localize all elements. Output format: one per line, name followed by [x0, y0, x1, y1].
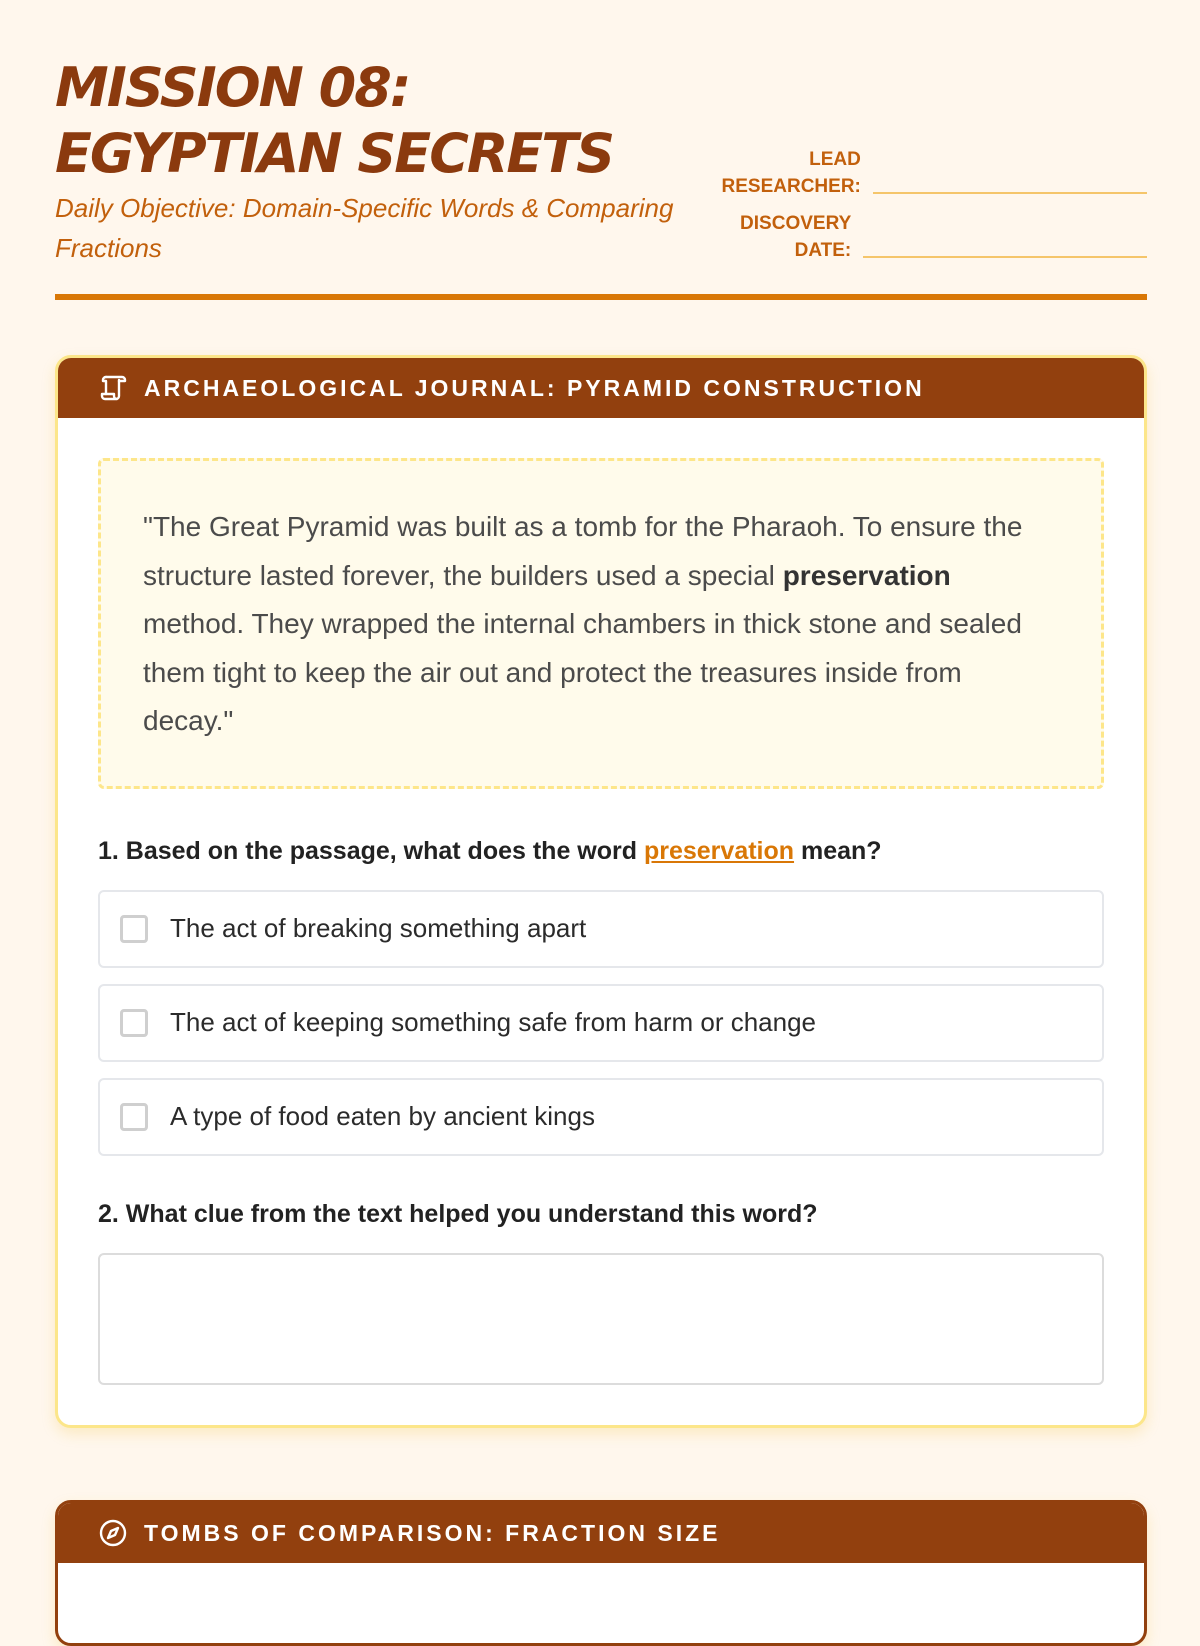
question-1 [98, 837, 1104, 866]
option-1-checkbox[interactable] [120, 915, 148, 943]
journal-card-body [58, 418, 1144, 1425]
fractions-card [55, 1500, 1147, 1646]
passage-key-word: preservation [782, 559, 951, 591]
date-label-line-1: DISCOVERY [740, 213, 852, 234]
fractions-card-header [58, 1503, 1144, 1563]
header-divider [55, 294, 1147, 300]
lead-researcher-label [707, 146, 861, 200]
option-2-label: The act of keeping something safe from harm or change [170, 1007, 817, 1037]
daily-objective: Daily Objective: Domain-Specific Words & Comparing Fractions [55, 193, 674, 263]
title-line-2: EGYPTIAN SECRETS [55, 122, 614, 185]
meta-fields [707, 146, 1147, 274]
lead-researcher-row [707, 146, 1147, 200]
lead-researcher-field[interactable] [873, 192, 1147, 194]
option-1-label: The act of breaking something apart [170, 913, 587, 943]
reading-passage [98, 458, 1104, 789]
answer-option-1[interactable] [98, 890, 1104, 968]
passage-text-2: method. They wrapped the internal chambers in thick stone and sealed them tight to keep the air out and protect the treasures inside from decay." [143, 608, 1022, 736]
question-2: 2. What clue from the text helped you understand this word? [98, 1199, 818, 1228]
lead-label-line-2: RESEARCHER: [721, 176, 861, 197]
journal-card-header [58, 358, 1144, 418]
answer-option-2[interactable] [98, 984, 1104, 1062]
compass-icon [98, 1518, 128, 1548]
scroll-icon [98, 373, 128, 403]
title-line-1: MISSION 08: [55, 56, 410, 119]
lead-label-line-1: LEAD [809, 149, 861, 170]
option-3-checkbox[interactable] [120, 1103, 148, 1131]
option-3-label: A type of food eaten by ancient kings [170, 1101, 595, 1131]
passage-text-1: "The Great Pyramid was built as a tomb for the Pharaoh. To ensure the structure lasted forever, the builders used a special [143, 511, 1023, 591]
q1-suffix: mean? [794, 836, 882, 865]
option-2-checkbox[interactable] [120, 1009, 148, 1037]
discovery-date-row [707, 210, 1147, 264]
mission-title [55, 55, 613, 187]
q1-prefix: 1. Based on the passage, what does the word [98, 836, 644, 865]
discovery-date-field[interactable] [863, 256, 1147, 258]
journal-heading: ARCHAEOLOGICAL JOURNAL: PYRAMID CONSTRUCTION [144, 374, 925, 401]
journal-card [55, 355, 1147, 1428]
question-2-answer-box[interactable] [98, 1253, 1104, 1385]
date-label-line-2: DATE: [794, 240, 852, 261]
q1-vocab-word: preservation [643, 836, 795, 865]
discovery-date-label [707, 210, 851, 264]
answer-option-3[interactable] [98, 1078, 1104, 1156]
fractions-heading: TOMBS OF COMPARISON: FRACTION SIZE [144, 1519, 721, 1546]
